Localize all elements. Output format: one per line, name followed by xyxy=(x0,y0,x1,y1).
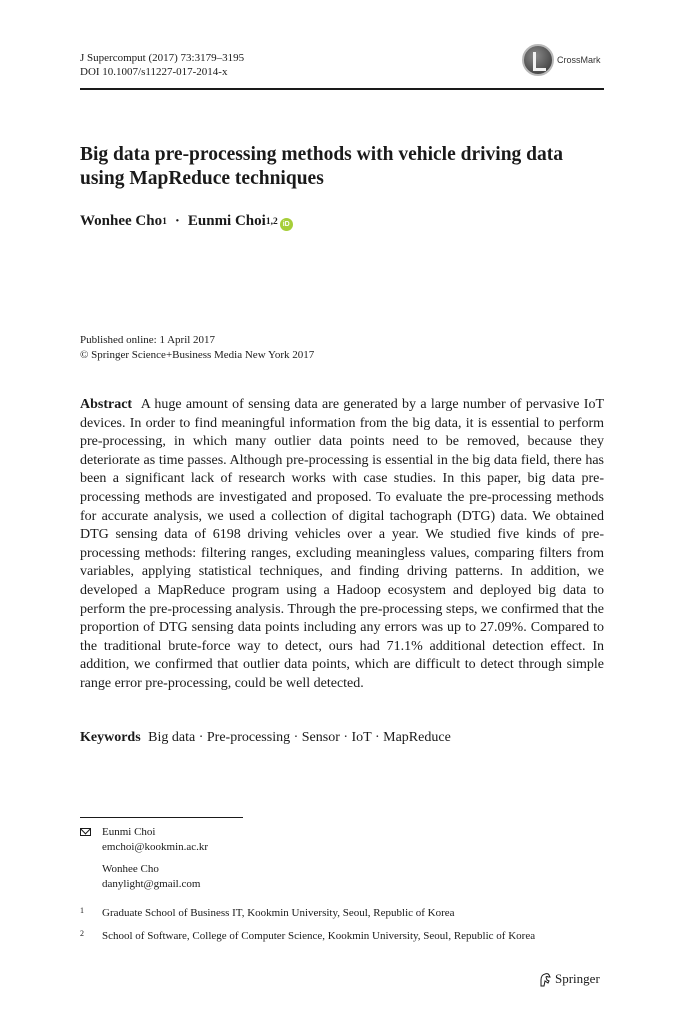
contact-name: Eunmi Choi xyxy=(102,826,156,838)
affiliation-text: School of Software, College of Computer Science, Kookmin University, Seoul, Republic of Korea xyxy=(102,930,536,942)
springer-horse-icon xyxy=(538,972,552,987)
affiliation-item xyxy=(80,929,535,944)
contact-email[interactable]: danylight@gmail.com xyxy=(102,878,201,890)
crossmark-icon xyxy=(522,44,554,76)
abstract-text: A huge amount of sensing data are generated by a large number of pervasive IoT devices. In order to find meaningful information from the big data, it is essential to perform pre-processing, in which many outlier data points need to be removed, because they deteriorate as time passes. Although pre-processing is essential in the big data field, there has been a significant lack of research works with case studies. In this paper, big data pre-processing methods are investigated and proposed. To evaluate the pre-processing methods for accurate analysis, we used a collection of digital tachograph (DTG) data. We obtained DTG sensing data of 6198 driving vehicles over a year. We studied five kinds of pre-processing methods: filtering ranges, excluding meaningless values, comparing filters from variables, applying statistical techniques, and finding driving patterns. In addition, we developed a MapReduce program using a Hadoop ecosystem and deployed big data to perform the pre-processing analysis. Through the pre-processing steps, we confirmed that the proportion of DTG sensing data points including any errors was up to 27.09%. Compared to the traditional brute-force way to detect, ours had 71.1% additional detection effect. In addition, we confirmed that outlier data points, which are difficult to detect through simple range error pre-processing, could be well detected. xyxy=(80,397,605,691)
author-name[interactable]: Eunmi Choi xyxy=(187,213,266,229)
keywords-text: Big data · Pre-processing · Sensor · IoT · MapReduce xyxy=(148,730,451,745)
affiliation-number: 2 xyxy=(80,929,84,938)
abstract-heading: Abstract xyxy=(80,397,133,412)
affiliation-number: 1 xyxy=(80,906,84,915)
publisher-logo xyxy=(538,971,600,987)
crossmark-label: CrossMark xyxy=(557,55,601,65)
keywords-heading: Keywords xyxy=(80,730,141,745)
keywords xyxy=(80,730,451,746)
crossmark-badge[interactable] xyxy=(522,44,601,76)
orcid-icon[interactable]: iD xyxy=(280,218,293,231)
doi-link[interactable]: DOI 10.1007/s11227-017-2014-x xyxy=(80,66,228,78)
header-rule xyxy=(80,88,604,90)
journal-citation: J Supercomput (2017) 73:3179–3195 xyxy=(80,52,245,64)
envelope-icon xyxy=(80,825,102,840)
publisher-name: Springer xyxy=(555,971,600,986)
published-date: Published online: 1 April 2017 xyxy=(80,334,216,346)
contact-name: Wonhee Cho xyxy=(102,863,159,875)
affiliation-text: Graduate School of Business IT, Kookmin University, Seoul, Republic of Korea xyxy=(102,907,455,919)
paper-title: Big data pre-processing methods with vehicle driving data using MapReduce techniques xyxy=(80,144,564,189)
publication-info xyxy=(80,333,314,363)
footnote-rule xyxy=(80,817,243,818)
affiliation-item xyxy=(80,906,455,921)
copyright-notice: © Springer Science+Business Media New York 2017 xyxy=(80,349,315,361)
contact-email[interactable]: emchoi@kookmin.ac.kr xyxy=(102,841,209,853)
author-separator: · xyxy=(174,213,180,229)
abstract xyxy=(80,396,604,694)
author-name[interactable]: Wonhee Cho xyxy=(80,213,163,229)
author-list: Wonhee Cho 1 · Eunmi Choi 1,2 iD xyxy=(80,213,293,230)
correspondence xyxy=(80,825,208,892)
